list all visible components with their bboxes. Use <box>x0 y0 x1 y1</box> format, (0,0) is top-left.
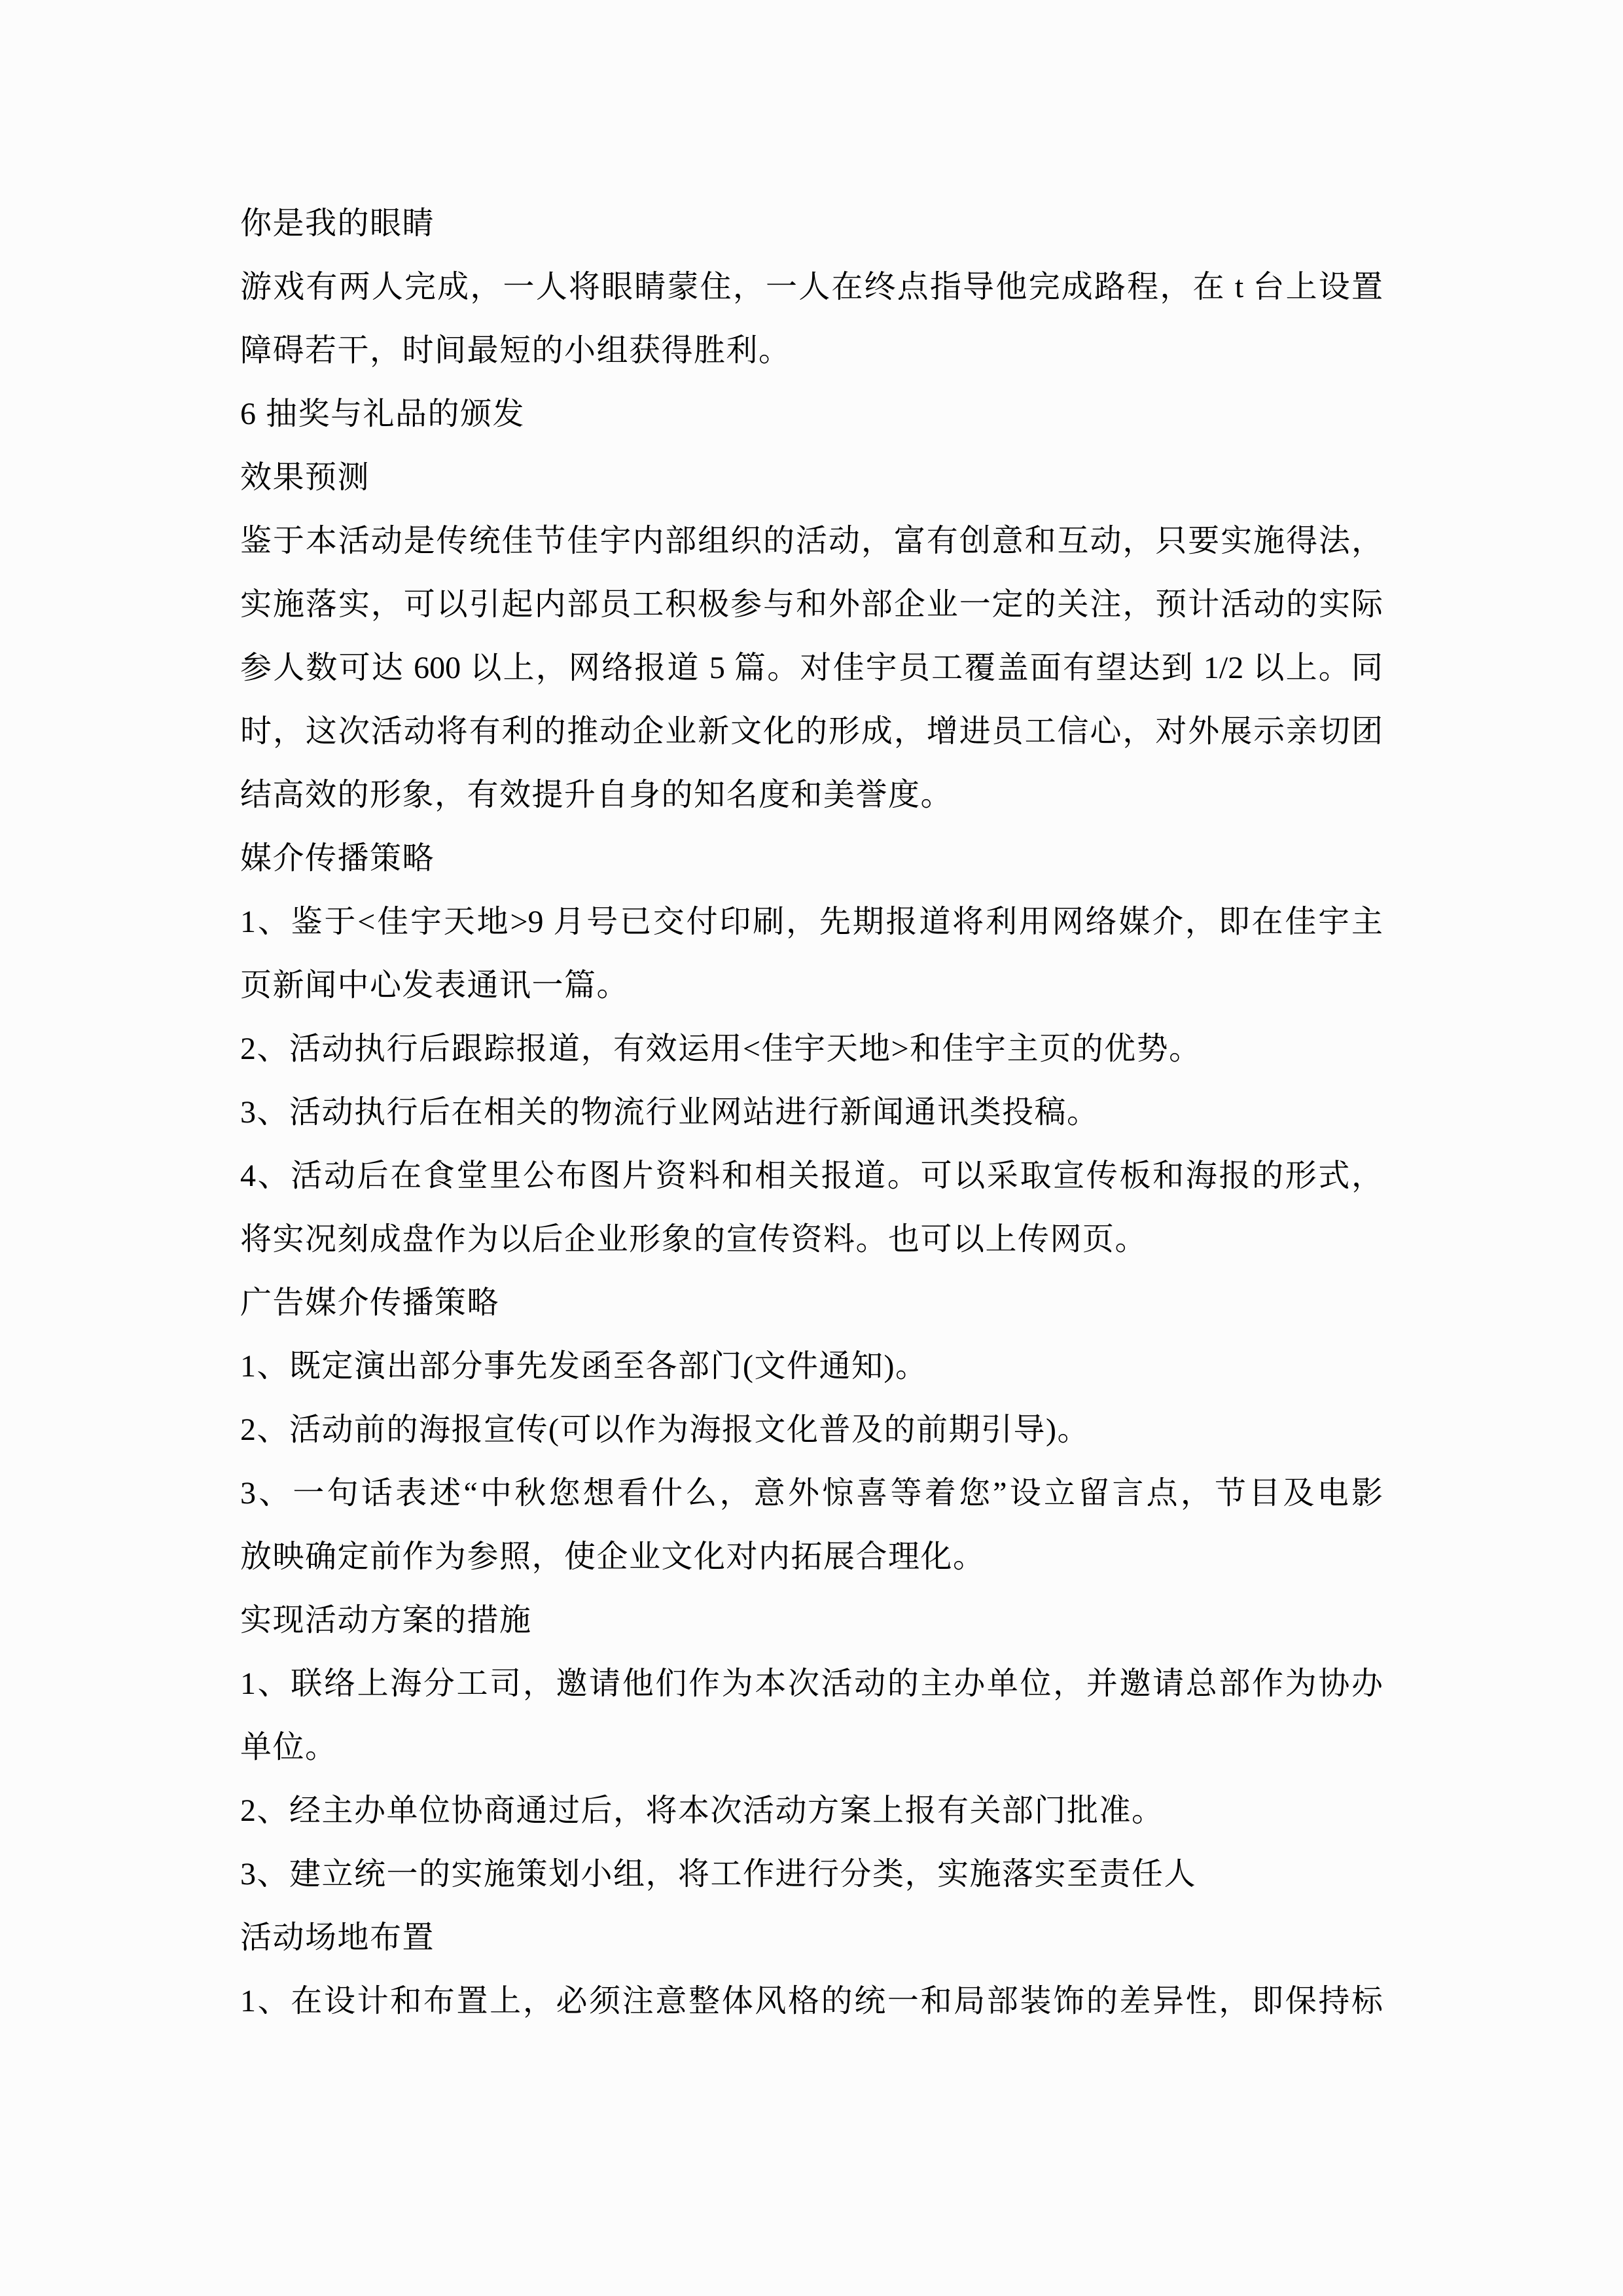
text-line: 活动场地布置 <box>240 1920 435 1955</box>
text-line: 将实况刻成盘作为以后企业形象的宣传资料。也可以上传网页。 <box>240 1222 1148 1257</box>
text-line: 3、一句话表述“中秋您想看什么，意外惊喜等着您”设立留言点，节目及电影 <box>240 1476 1383 1511</box>
text-line: 放映确定前作为参照，使企业文化对内拓展合理化。 <box>240 1539 986 1574</box>
text-line: 4、活动后在食堂里公布图片资料和相关报道。可以采取宣传板和海报的形式， <box>240 1158 1383 1193</box>
text-line: 1、鉴于<佳宇天地>9 月号已交付印刷，先期报道将利用网络媒介，即在佳宇主 <box>240 905 1383 939</box>
text-line: 1、既定演出部分事先发函至各部门(文件通知)。 <box>240 1349 928 1384</box>
text-line: 媒介传播策略 <box>240 841 435 876</box>
text-line: 时，这次活动将有利的推动企业新文化的形成，增进员工信心，对外展示亲切团 <box>240 714 1383 749</box>
text-line: 障碍若干，时间最短的小组获得胜利。 <box>240 333 791 368</box>
text-line: 实施落实，可以引起内部员工积极参与和外部企业一定的关注，预计活动的实际 <box>240 587 1383 622</box>
text-line: 鉴于本活动是传统佳节佳宇内部组织的活动，富有创意和互动，只要实施得法， <box>240 524 1383 558</box>
text-line: 效果预测 <box>240 460 370 495</box>
text-line: 你是我的眼睛 <box>240 206 435 241</box>
text-line: 游戏有两人完成，一人将眼睛蒙住，一人在终点指导他完成路程，在 t 台上设置 <box>240 270 1383 304</box>
text-line: 广告媒介传播策略 <box>240 1285 500 1320</box>
text-line: 6 抽奖与礼品的颁发 <box>240 397 526 431</box>
text-line: 2、经主办单位协商通过后，将本次活动方案上报有关部门批准。 <box>240 1793 1164 1828</box>
text-line: 实现活动方案的措施 <box>240 1603 532 1638</box>
text-line: 页新闻中心发表通讯一篇。 <box>240 968 630 1003</box>
text-line: 3、活动执行后在相关的物流行业网站进行新闻通讯类投稿。 <box>240 1095 1099 1130</box>
text-line: 2、活动执行后跟踪报道，有效运用<佳宇天地>和佳宇主页的优势。 <box>240 1031 1202 1066</box>
text-line: 1、在设计和布置上，必须注意整体风格的统一和局部装饰的差异性，即保持标 <box>240 1984 1383 2018</box>
text-block <box>240 192 1383 2033</box>
text-line: 单位。 <box>240 1730 338 1765</box>
text-line: 2、活动前的海报宣传(可以作为海报文化普及的前期引导)。 <box>240 1412 1090 1447</box>
text-line: 参人数可达 600 以上，网络报道 5 篇。对佳宇员工覆盖面有望达到 1/2 以上。同 <box>240 651 1383 685</box>
text-line: 3、建立统一的实施策划小组，将工作进行分类，实施落实至责任人 <box>240 1857 1197 1892</box>
text-line: 结高效的形象，有效提升自身的知名度和美誉度。 <box>240 778 954 812</box>
text-line: 1、联络上海分工司，邀请他们作为本次活动的主办单位，并邀请总部作为协办 <box>240 1666 1383 1701</box>
